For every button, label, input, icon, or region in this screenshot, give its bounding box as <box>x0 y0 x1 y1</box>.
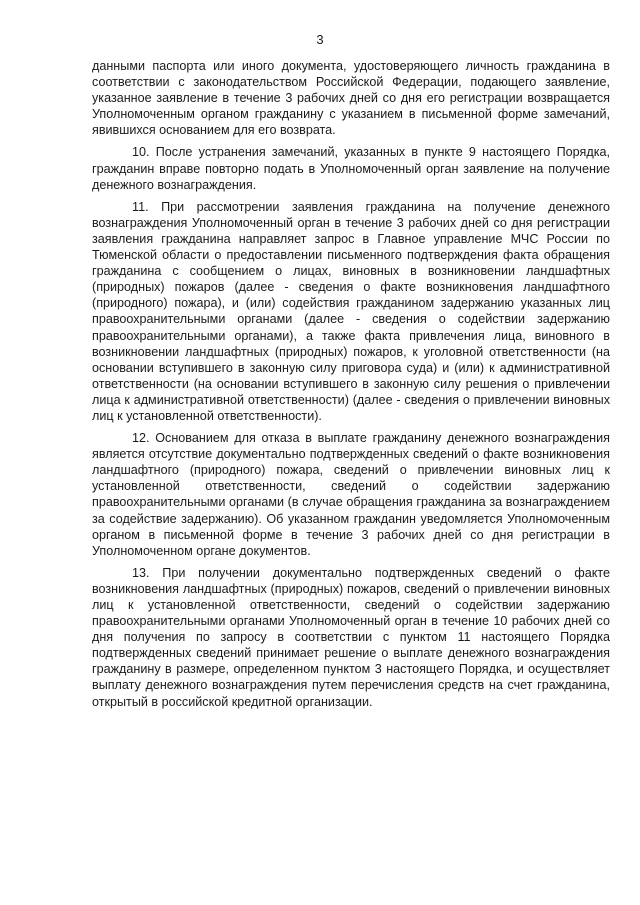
document-body <box>92 58 610 716</box>
paragraph-11: 11. При рассмотрении заявления гражданина на получение денежного вознаграждения Уполномоченный орган в течение 3 рабочих дней со дня регистрации заявления гражданина направляет запрос в Главное управление МЧС России по Тюменской области о предоставлении письменного подтверждения факта обращения гражданина с сообщением о лицах, виновных в возникновении ландшафтных (природных) пожаров (далее - сведения о факте возникновения ландшафтного (природного) пожара), и (или) содействия гражданином задержанию указанных лиц правоохранительными органами (далее - сведения о содействии задержанию правоохранительными органами), а также факта привлечения лица, виновного в возникновении ландшафтных (природных) пожаров, к уголовной ответственности (на основании вступившего в законную силу приговора суда) и (или) к административной ответственности (на основании вступившего в законную силу решения о привлечении лица к административной ответственности) (далее - сведения о привлечении виновных лиц к установленной ответственности). <box>92 199 610 423</box>
paragraph-10: 10. После устранения замечаний, указанных в пункте 9 настоящего Порядка, гражданин вправе повторно подать в Уполномоченный орган заявление на получение денежного вознаграждения. <box>92 145 610 192</box>
paragraph-13: 13. При получении документально подтвержденных сведений о факте возникновения ландшафтных (природных) пожаров, сведений о привлечении виновных лиц к установленной ответственности, сведений о содействии задержанию правоохранительными органами Уполномоченный орган в течение 10 рабочих дней со дня получения по запросу в соответствии с пунктом 11 настоящего Порядка подтвержденных сведений принимает решение о выплате денежного вознаграждения гражданину в размере, определенном пунктом 3 настоящего Порядка, и осуществляет выплату денежного вознаграждения путем перечисления средств на счет гражданина, открытый в российской кредитной организации. <box>92 565 610 709</box>
paragraph-12: 12. Основанием для отказа в выплате гражданину денежного вознаграждения является отсутствие документально подтвержденных сведений о факте возникновения ландшафтного (природного) пожара, сведений о привлечении виновных лиц к установленной ответственности, сведений о содействии задержанию правоохранительными органами (в случае обращения гражданина за вознаграждением за содействие задержанию). Об указанном гражданин уведомляется Уполномоченным органом в письменной форме в течение 3 рабочих дней со дня регистрации в Уполномоченном органе документов. <box>92 431 610 558</box>
page-number: 3 <box>316 32 324 47</box>
paragraph-continuation: данными паспорта или иного документа, удостоверяющего личность гражданина в соответствии с законодательством Российской Федерации, подающего заявление, указанное заявление в течение 3 рабочих дней со дня его регистрации возвращается Уполномоченным органом гражданину с указанием в письменной форме замечаний, явившихся основанием для его возврата. <box>92 59 610 138</box>
